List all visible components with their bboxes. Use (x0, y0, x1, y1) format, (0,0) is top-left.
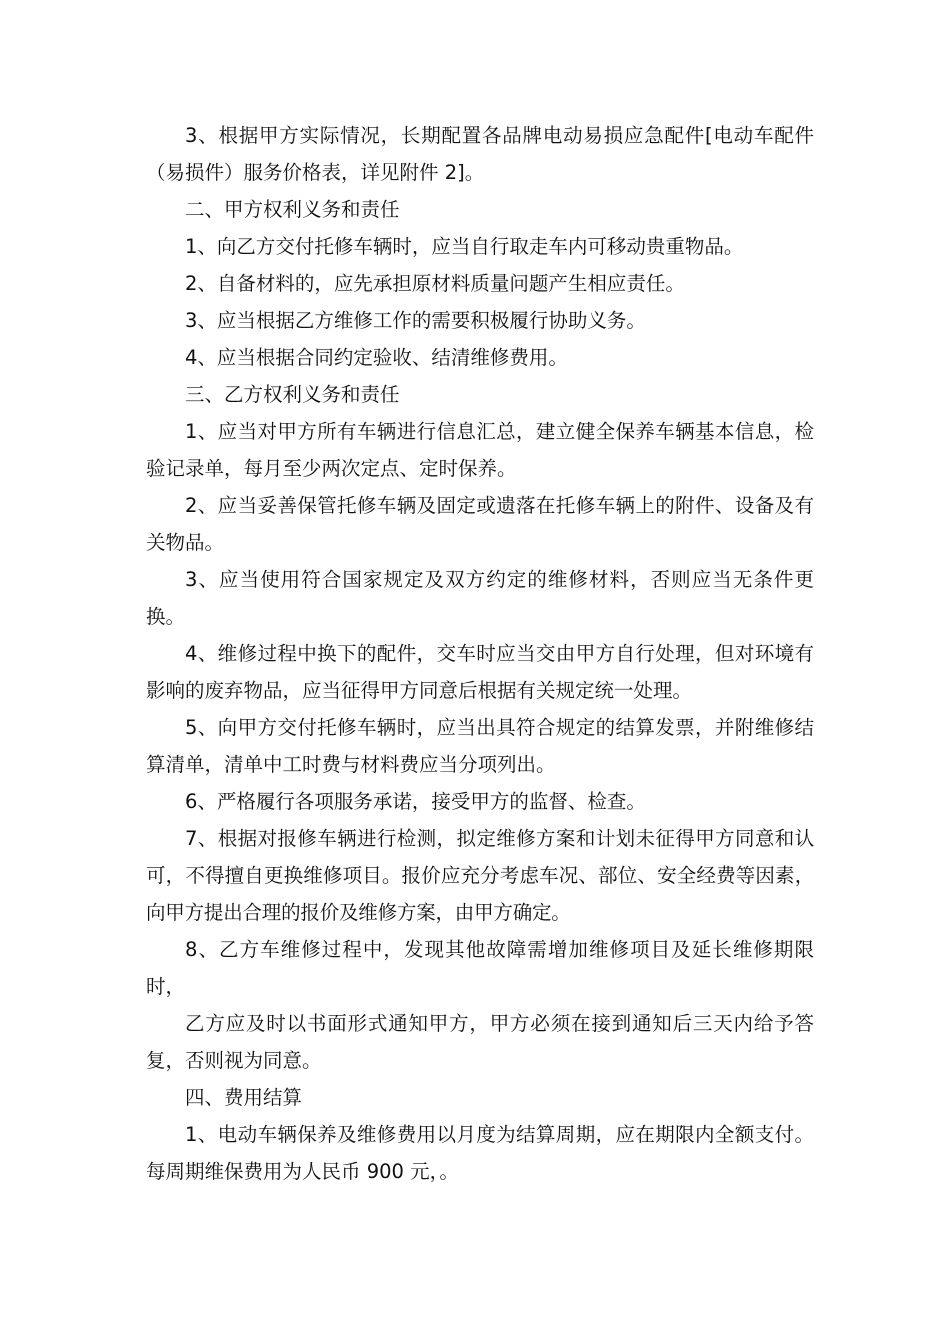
paragraph-b6: 6、严格履行各项服务承诺，接受甲方的监督、检查。 (185, 790, 646, 813)
paragraph-b8: 8、乙方车维修过程中，发现其他故障需增加维修项目及延长维修期限时， (146, 938, 814, 998)
paragraph-b7: 7、根据对报修车辆进行检测，拟定维修方案和计划未征得甲方同意和认可，不得擅自更换维修项目。报价应充分考虑车况、部位、安全经费等因素，向甲方提出合理的报价及维修方案，由甲方确定。 (146, 827, 814, 924)
paragraph-b3: 3、应当使用符合国家规定及双方约定的维修材料，否则应当无条件更换。 (146, 568, 814, 628)
section-heading-party-a: 二、甲方权利义务和责任 (185, 198, 400, 221)
section-heading-settlement: 四、费用结算 (185, 1086, 303, 1109)
paragraph-b5: 5、向甲方交付托修车辆时，应当出具符合规定的结算发票，并附维修结算清单，清单中工时费与材料费应当分项列出。 (146, 716, 814, 776)
document-body (146, 117, 814, 1190)
paragraph-a2: 2、自备材料的，应先承担原材料质量问题产生相应责任。 (185, 272, 685, 295)
section-heading-party-b: 三、乙方权利义务和责任 (185, 383, 400, 406)
paragraph-b8-continued: 乙方应及时以书面形式通知甲方，甲方必须在接到通知后三天内给予答复，否则视为同意。 (146, 1012, 814, 1072)
paragraph-b4: 4、维修过程中换下的配件，交车时应当交由甲方自行处理，但对环境有影响的废弃物品，应当征得甲方同意后根据有关规定统一处理。 (146, 642, 814, 702)
paragraph-b2: 2、应当妥善保管托修车辆及固定或遗落在托修车辆上的附件、设备及有关物品。 (146, 494, 814, 554)
paragraph-a4: 4、应当根据合同约定验收、结清维修费用。 (185, 346, 568, 369)
paragraph-settlement-1: 1、电动车辆保养及维修费用以月度为结算周期，应在期限内全额支付。每周期维保费用为人民币 900 元，。 (146, 1123, 814, 1183)
paragraph-a3: 3、应当根据乙方维修工作的需要积极履行协助义务。 (185, 309, 646, 332)
paragraph-a1: 1、向乙方交付托修车辆时，应当自行取走车内可移动贵重物品。 (185, 235, 744, 258)
paragraph-item3-accessories: 3、根据甲方实际情况，长期配置各品牌电动易损应急配件[电动车配件（易损件）服务价格表，详见附件 2]。 (146, 124, 814, 184)
paragraph-b1: 1、应当对甲方所有车辆进行信息汇总，建立健全保养车辆基本信息，检验记录单，每月至少两次定点、定时保养。 (146, 420, 814, 480)
